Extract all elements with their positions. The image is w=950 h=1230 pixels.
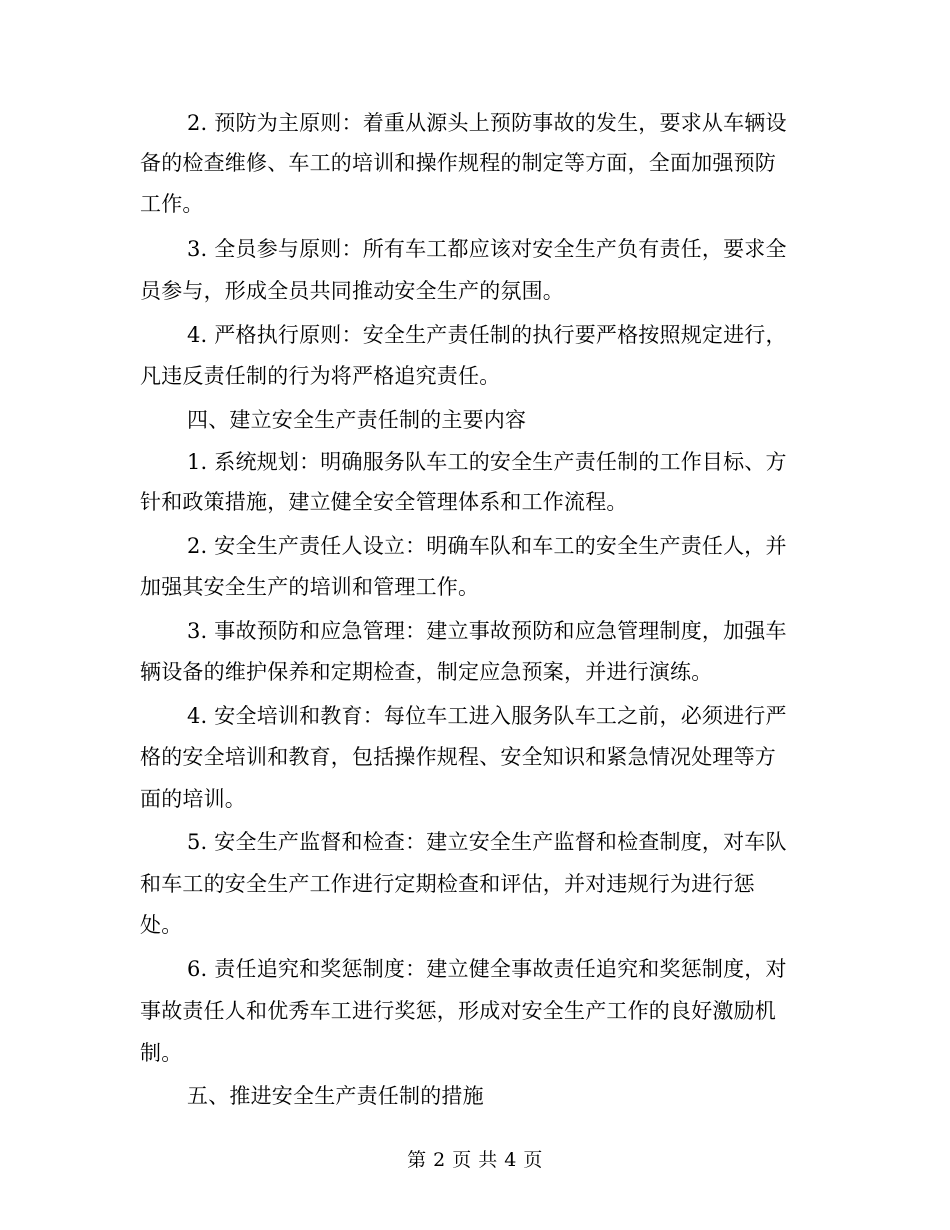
- page-footer: 第 2 页 共 4 页: [407, 1149, 543, 1171]
- paragraph-line: 格的安全培训和教育，包括操作规程、安全知识和紧急情况处理等方: [140, 745, 776, 769]
- paragraph-line: 3. 事故预防和应急管理：建立事故预防和应急管理制度，加强车: [187, 619, 787, 643]
- paragraph-line: 4. 安全培训和教育：每位车工进入服务队车工之前，必须进行严: [187, 704, 787, 728]
- paragraph-line: 和车工的安全生产工作进行定期检查和评估，并对违规行为进行惩: [140, 872, 755, 896]
- paragraph-line: 面的培训。: [140, 787, 246, 811]
- paragraph-line: 2. 安全生产责任人设立：明确车队和车工的安全生产责任人，并: [187, 534, 787, 558]
- paragraph-line: 凡违反责任制的行为将严格追究责任。: [140, 364, 501, 388]
- paragraph-line: 4. 严格执行原则：安全生产责任制的执行要严格按照规定进行，: [187, 323, 787, 347]
- paragraph-line: 5. 安全生产监督和检查：建立安全生产监督和检查制度，对车队: [187, 830, 787, 854]
- paragraph-line: 备的检查维修、车工的培训和操作规程的制定等方面，全面加强预防: [140, 151, 776, 175]
- paragraph-line: 员参与，形成全员共同推动安全生产的氛围。: [140, 279, 564, 303]
- paragraph-line: 针和政策措施，建立健全安全管理体系和工作流程。: [140, 490, 628, 514]
- paragraph-line: 事故责任人和优秀车工进行奖惩，形成对安全生产工作的良好激励机: [140, 999, 776, 1023]
- section-heading: 五、推进安全生产责任制的措施: [187, 1084, 484, 1108]
- paragraph-line: 处。: [140, 913, 183, 937]
- paragraph-line: 工作。: [140, 192, 204, 216]
- paragraph-line: 1. 系统规划：明确服务队车工的安全生产责任制的工作目标、方: [187, 450, 787, 474]
- paragraph-line: 3. 全员参与原则：所有车工都应该对安全生产负有责任，要求全: [187, 237, 787, 261]
- paragraph-line: 辆设备的维护保养和定期检查，制定应急预案，并进行演练。: [140, 660, 713, 684]
- paragraph-line: 6. 责任追究和奖惩制度：建立健全事故责任追究和奖惩制度，对: [187, 957, 787, 981]
- paragraph-line: 2. 预防为主原则：着重从源头上预防事故的发生，要求从车辆设: [187, 111, 787, 135]
- paragraph-line: 制。: [140, 1041, 183, 1065]
- section-heading: 四、建立安全生产责任制的主要内容: [187, 408, 527, 432]
- paragraph-line: 加强其安全生产的培训和管理工作。: [140, 575, 480, 599]
